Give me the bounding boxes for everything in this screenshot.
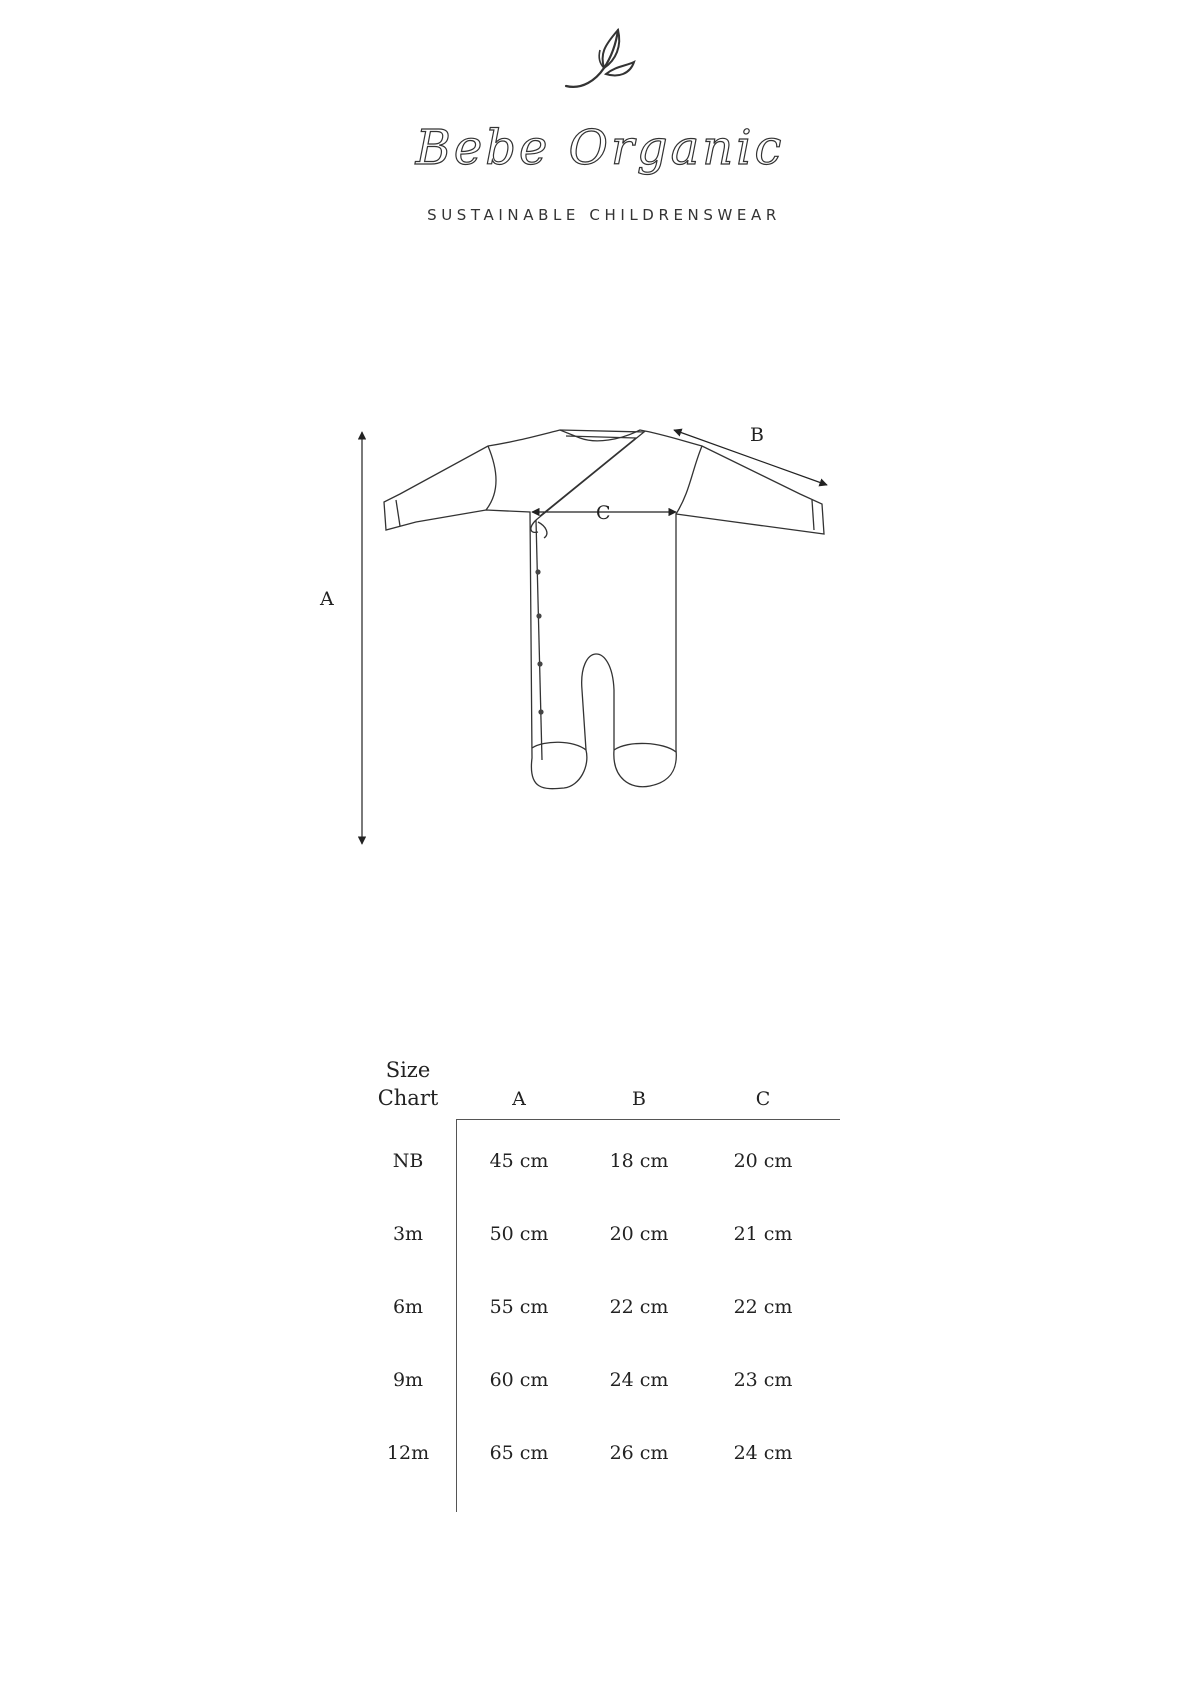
cell-a: 60 cm (489, 1369, 549, 1391)
cell-c: 20 cm (733, 1150, 793, 1172)
snap-button-icon (536, 613, 541, 618)
brand-name-text: Bebe Organic (415, 120, 785, 176)
garment-diagram (300, 424, 860, 860)
table-row (360, 1369, 840, 1399)
cell-a: 55 cm (489, 1296, 549, 1318)
column-header-a: A (512, 1088, 526, 1110)
dimension-c-label: C (596, 502, 611, 524)
column-header-b: B (632, 1088, 646, 1110)
table-row (360, 1296, 840, 1326)
table-row (360, 1150, 840, 1180)
cell-c: 23 cm (733, 1369, 793, 1391)
cell-b: 22 cm (609, 1296, 669, 1318)
cell-c: 22 cm (733, 1296, 793, 1318)
cell-c: 21 cm (733, 1223, 793, 1245)
column-header-c: C (755, 1088, 771, 1110)
cell-b: 20 cm (609, 1223, 669, 1245)
cell-b: 24 cm (609, 1369, 669, 1391)
size-chart-title: Size Chart (377, 1058, 439, 1110)
cell-b: 18 cm (609, 1150, 669, 1172)
row-size: 9m (392, 1369, 424, 1391)
snap-button-icon (537, 661, 542, 666)
onesie-outline (384, 430, 824, 789)
snap-button-icon (535, 569, 540, 574)
snap-button-icon (538, 709, 543, 714)
table-row (360, 1442, 840, 1472)
row-size: 12m (386, 1442, 430, 1464)
leaf-logo-icon (560, 24, 640, 100)
brand-tagline: SUSTAINABLE CHILDRENSWEAR (427, 206, 781, 224)
cell-a: 65 cm (489, 1442, 549, 1464)
cell-b: 26 cm (609, 1442, 669, 1464)
table-header-divider (456, 1119, 840, 1120)
dimension-b-label: B (750, 424, 764, 446)
cell-c: 24 cm (733, 1442, 793, 1464)
row-size: 6m (392, 1296, 424, 1318)
brand-name (300, 112, 900, 192)
size-chart-table (360, 1050, 840, 1510)
dimension-a-label: A (320, 588, 334, 610)
row-size: NB (392, 1150, 424, 1172)
onesie-illustration (300, 430, 860, 860)
cell-a: 50 cm (489, 1223, 549, 1245)
table-row (360, 1223, 840, 1253)
row-size: 3m (392, 1223, 424, 1245)
cell-a: 45 cm (489, 1150, 549, 1172)
